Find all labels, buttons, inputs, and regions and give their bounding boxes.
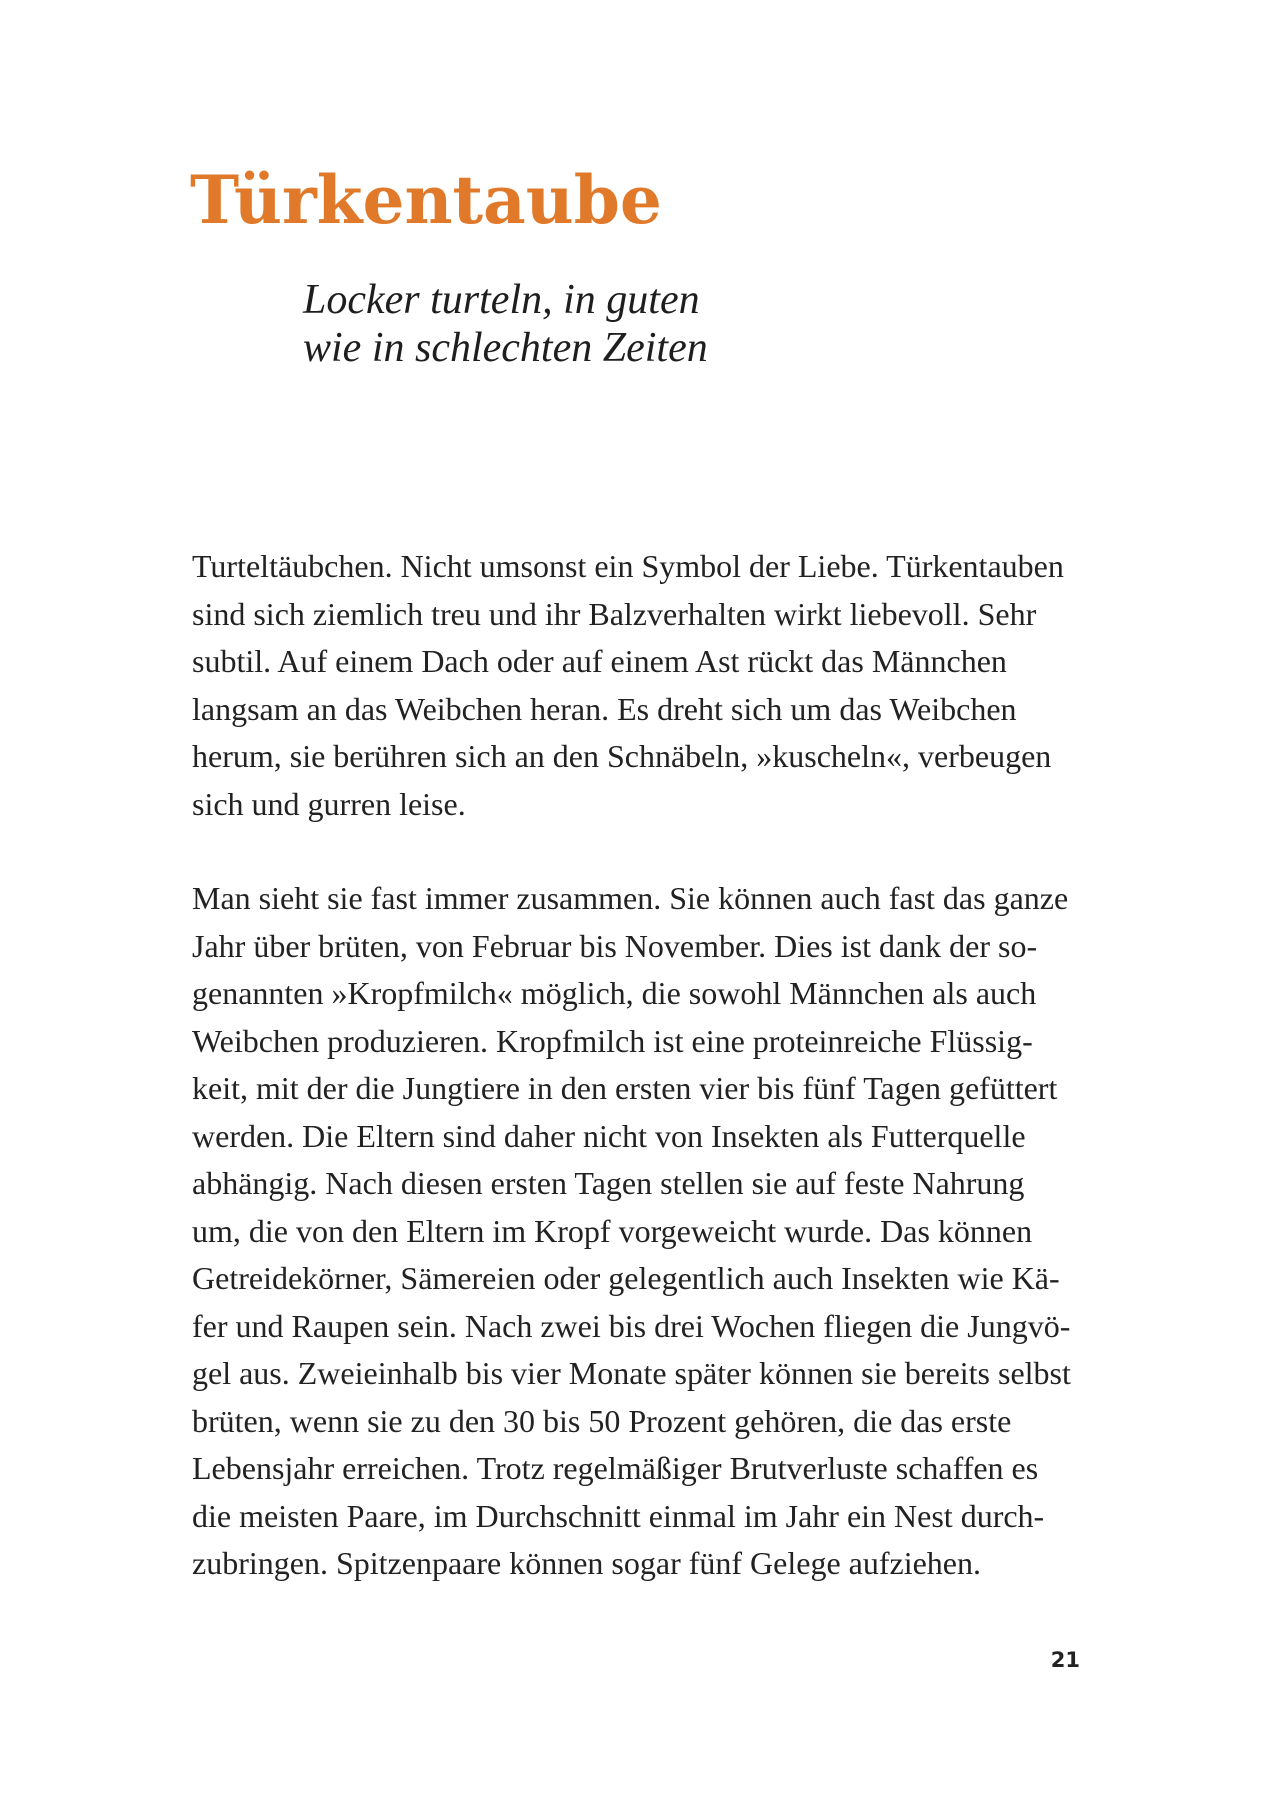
text-line: Turteltäubchen. Nicht umsonst ein Symbol der Liebe. Türkentauben — [192, 548, 1064, 584]
paragraph-2 — [192, 875, 1082, 1588]
text-line: fer und Raupen sein. Nach zwei bis drei Wochen fliegen die Jungvö- — [192, 1307, 1071, 1344]
text-line: werden. Die Eltern sind daher nicht von Insekten als Futterquelle — [192, 1117, 1026, 1154]
text-line: die meisten Paare, im Durchschnitt einmal im Jahr ein Nest durch- — [192, 1497, 1045, 1534]
subtitle-line: wie in schlechten Zeiten — [303, 325, 708, 371]
text-line: keit, mit der die Jungtiere in den ersten vier bis fünf Tagen gefüttert — [192, 1070, 1058, 1106]
text-line: Getreidekörner, Sämereien oder gelegentlich auch Insekten wie Kä- — [192, 1260, 1060, 1296]
text-line: subtil. Auf einem Dach oder auf einem Ast rückt das Männchen — [192, 643, 1007, 679]
text-line: Man sieht sie fast immer zusammen. Sie können auch fast das ganze — [192, 880, 1069, 916]
text-line: zubringen. Spitzenpaare können sogar fünf Gelege aufziehen. — [192, 1545, 981, 1581]
subtitle — [303, 276, 823, 372]
text-line: Weibchen produzieren. Kropfmilch ist eine proteinreiche Flüssig- — [192, 1022, 1033, 1059]
subtitle-line: Locker turteln, in guten — [303, 277, 700, 323]
text-line: abhängig. Nach diesen ersten Tagen stellen sie auf feste Nahrung — [192, 1165, 1025, 1201]
text-line: genannten »Kropfmilch« möglich, die sowohl Männchen als auch — [192, 975, 1037, 1011]
text-line: Jahr über brüten, von Februar bis November. Dies ist dank der so- — [192, 927, 1038, 964]
text-line: sich und gurren leise. — [192, 785, 466, 822]
text-line: Lebensjahr erreichen. Trotz regelmäßiger Brutverluste schaffen es — [192, 1450, 1039, 1486]
text-line: um, die von den Eltern im Kropf vorgeweicht wurde. Das können — [192, 1212, 1033, 1249]
paragraph-1 — [192, 543, 1082, 828]
text-line: sind sich ziemlich treu und ihr Balzverhalten wirkt liebevoll. Sehr — [192, 595, 1037, 632]
text-line: brüten, wenn sie zu den 30 bis 50 Prozent gehören, die das erste — [192, 1402, 1012, 1439]
page-title: Türkentaube — [190, 161, 662, 239]
text-line: langsam an das Weibchen heran. Es dreht sich um das Weibchen — [192, 690, 1017, 727]
page-number: 21 — [1050, 1648, 1080, 1672]
text-line: herum, sie berühren sich an den Schnäbeln, »kuscheln«, verbeugen — [192, 738, 1052, 774]
text-line: gel aus. Zweieinhalb bis vier Monate später können sie bereits selbst — [192, 1355, 1071, 1391]
